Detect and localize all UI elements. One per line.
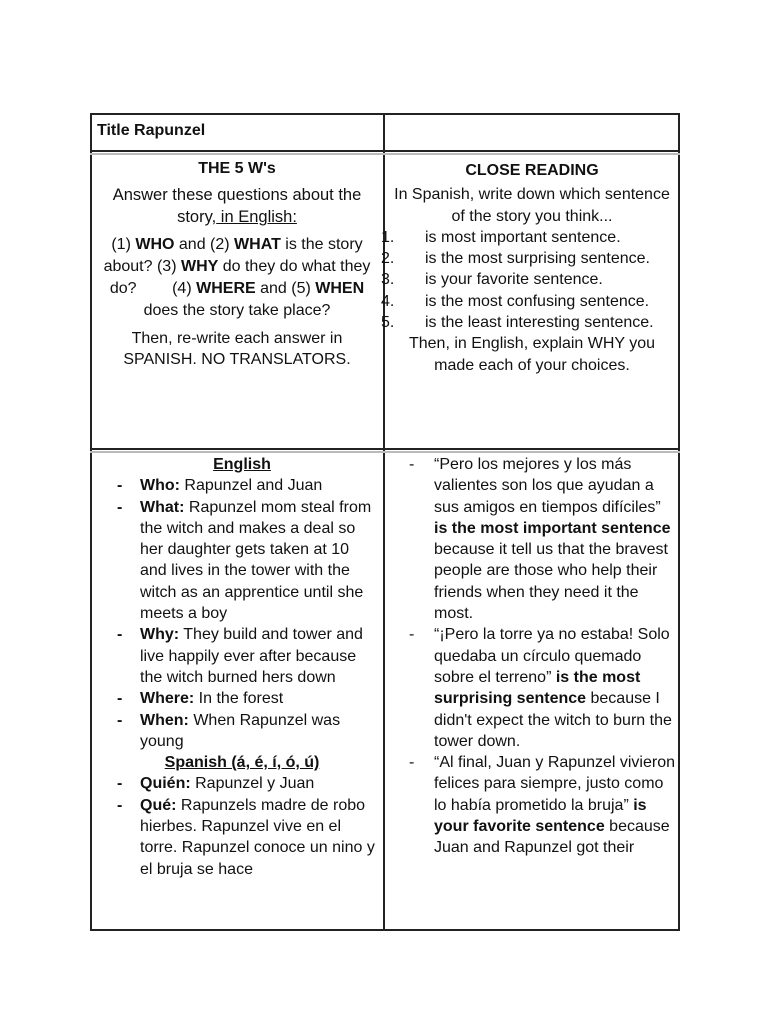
close-reading-item (381, 291, 677, 312)
bullet-dash: - (117, 498, 123, 516)
bullet-dash: - (117, 775, 123, 793)
close-reading-item (381, 312, 677, 333)
choice-item (410, 752, 676, 858)
five-ws-outro: Then, re-write each answer in SPANISH. NO TRANSLATORS. (123, 330, 351, 369)
spanish-answer-list (116, 773, 378, 879)
choices-list (410, 454, 676, 859)
row-divider-shadow-2 (90, 451, 680, 453)
item-number: 4. (381, 292, 395, 310)
answer-text: Rapunzels madre de robo hierbes. Rapunzel vive en el torre. Rapunzel conoce un nino y el bruja se hace (140, 796, 375, 878)
choice-item (410, 454, 676, 624)
row-divider-2 (90, 448, 680, 450)
answer-item (116, 773, 378, 794)
choice-item (410, 624, 676, 752)
english-answer-list (116, 475, 378, 752)
answers-cell (116, 454, 378, 880)
close-reading-cell (381, 160, 677, 376)
answer-text: In the forest (194, 690, 284, 708)
answer-label: Where: (140, 690, 195, 708)
answer-label: Qué: (140, 796, 177, 814)
choice-quote: “Al final, Juan y Rapunzel vivieron felices para siempre, justo como lo había prometido la bruja” (434, 754, 676, 814)
answer-label: What: (140, 498, 185, 516)
bullet-dash: - (117, 626, 123, 644)
answer-item (116, 475, 378, 496)
worksheet-title: Title Rapunzel (97, 122, 206, 139)
choice-label: is your favorite sentence (434, 796, 647, 836)
choice-quote: “¡Pero la torre ya no estaba! Solo quedaba un círculo quemado sobre el terreno” (434, 626, 670, 686)
item-number: 3. (381, 271, 395, 289)
answer-text: They build and tower and live happily ever after because the witch burned hers down (140, 626, 363, 686)
choice-label: is the most important sentence (434, 519, 671, 537)
answer-label: When: (140, 711, 189, 729)
english-heading: English (213, 456, 271, 473)
bullet-dash: - (117, 796, 123, 814)
item-text: is most important sentence. (425, 228, 621, 246)
item-text: is your favorite sentence. (425, 271, 603, 289)
bullet-dash: - (117, 477, 123, 495)
answer-text: When Rapunzel was young (140, 711, 341, 750)
answer-item (116, 624, 378, 688)
row-divider-shadow-1 (90, 153, 680, 155)
item-text: is the most confusing sentence. (425, 292, 650, 310)
close-reading-item (381, 227, 677, 248)
answer-item (116, 497, 378, 625)
bullet-dash: - (409, 626, 415, 644)
item-text: is the most surprising sentence. (425, 250, 650, 268)
close-reading-intro: In Spanish, write down which sentence of the story you think... (394, 186, 670, 225)
bullet-dash: - (409, 456, 415, 473)
answer-text: Rapunzel and Juan (179, 477, 323, 495)
close-reading-list (381, 227, 677, 333)
row-divider-1 (90, 150, 680, 152)
choice-reason: because I didn't expect the witch to burn the tower down. (434, 690, 672, 750)
choices-cell (410, 454, 676, 859)
spanish-heading: Spanish (á, é, í, ó, ú) (164, 754, 320, 772)
answer-label: Who: (140, 477, 180, 495)
item-number: 5. (381, 314, 395, 332)
five-ws-intro: Answer these questions about the story, in English: (112, 186, 362, 227)
close-reading-item (381, 248, 677, 269)
answer-label: Why: (140, 626, 180, 644)
choice-quote: “Pero los mejores y los más valientes son los que ayudan a sus amigos en tiempos difíciles” (434, 456, 661, 516)
answer-text: Rapunzel mom steal from the witch and makes a deal so her daughter gets taken at 10 and lives in the tower with the witch as an apprentice until she meets a boy (140, 498, 372, 623)
close-reading-heading: CLOSE READING (465, 162, 599, 179)
item-text: is the least interesting sentence. (425, 314, 654, 332)
five-ws-heading: THE 5 W's (198, 160, 276, 177)
choice-label: is the most surprising sentence (434, 668, 641, 708)
five-ws-cell (93, 158, 381, 370)
five-ws-questions: (1) WHO and (2) WHAT is the story about? (3) WHY do they do what they do? (4) WHERE and (5) WHEN does the story take place? (103, 236, 375, 320)
answer-text: Rapunzel y Juan (190, 775, 315, 793)
bullet-dash: - (117, 690, 123, 708)
bullet-dash: - (409, 754, 415, 772)
answer-item (116, 710, 378, 753)
choice-reason: because Juan and Rapunzel got their (434, 818, 670, 857)
answer-item (116, 795, 378, 880)
bullet-dash: - (117, 711, 123, 729)
item-number: 2. (381, 250, 395, 268)
answer-label: Quién: (140, 775, 191, 793)
item-number: 1. (381, 228, 395, 246)
choice-reason: because it tell us that the bravest people are those who help their friends when they need it the most. (434, 541, 668, 623)
close-reading-outro: Then, in English, explain WHY you made each of your choices. (408, 335, 656, 374)
answer-item (116, 688, 378, 709)
close-reading-item (381, 269, 677, 290)
